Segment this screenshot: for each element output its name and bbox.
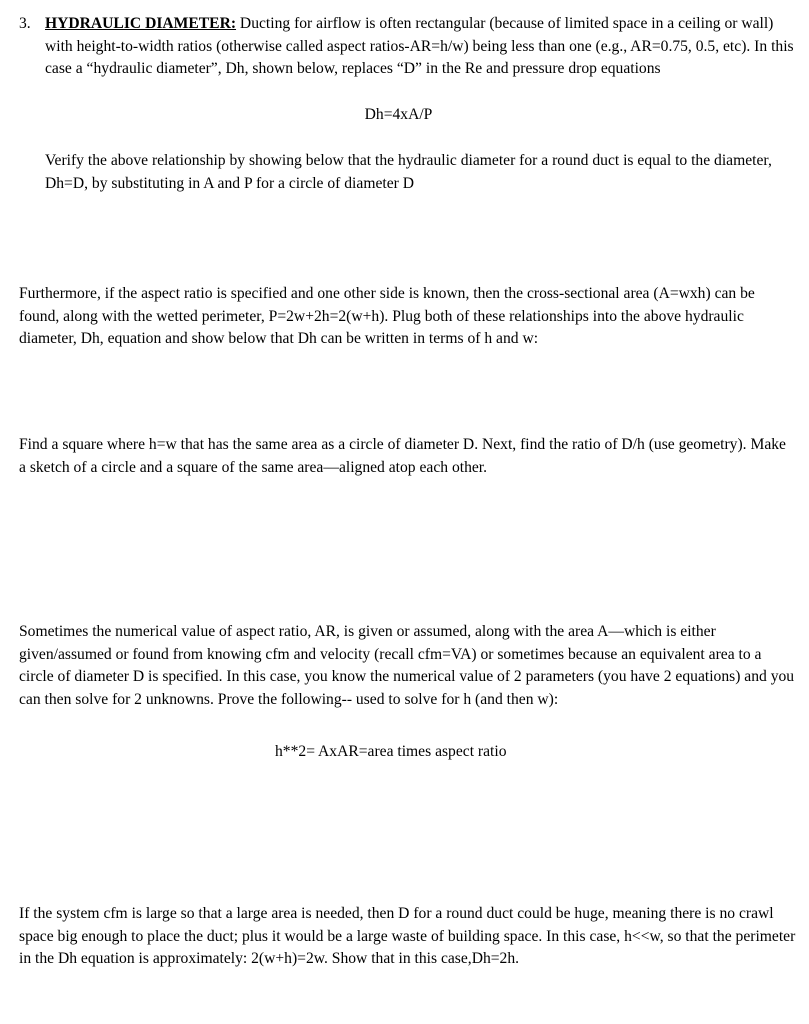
- verify-paragraph: Verify the above relationship by showing below that the hydraulic diameter for a round duct is equal to the diameter, Dh=D, by substituting in A and P for a circle of diameter D: [45, 152, 772, 192]
- furthermore-paragraph: Furthermore, if the aspect ratio is specified and one other side is known, then the cross-sectional area (A=wxh) can be found, along with the wetted perimeter, P=2w+2h=2(w+h). Plug both of these relationships into the above hydraulic diameter, Dh, equation and show below that Dh can be written in terms of h and w:: [19, 285, 755, 348]
- question-number: 3.: [19, 15, 31, 32]
- equation-h-squared: h**2= AxAR=area times aspect ratio: [275, 743, 507, 760]
- large-cfm-paragraph: If the system cfm is large so that a large area is needed, then D for a round duct could be huge, meaning there is no crawl space big enough to place the duct; plus it would be a large waste of building space. In this case, h<<w, so that the perimeter in the Dh equation is approximately: 2(w+h)=2w. Show that in this case,Dh=2h.: [19, 905, 796, 968]
- section-heading: HYDRAULIC DIAMETER:: [45, 15, 237, 32]
- equation-1-text: Dh=4xA/P: [364, 106, 433, 123]
- equation-hydraulic-diameter: [0, 104, 809, 127]
- sometimes-paragraph: Sometimes the numerical value of aspect ratio, AR, is given or assumed, along with the area A—which is either given/assumed or found from knowing cfm and velocity (recall cfm=VA) or sometimes because an equivalent area to a circle of diameter D is specified. In this case, you know the numerical value of 2 parameters (you have 2 equations) and you can then solve for 2 unknowns. Prove the following-- used to solve for h (and then w):: [19, 623, 795, 708]
- intro-paragraph: [45, 13, 795, 81]
- intro-text: Ducting for airflow is often rectangular (because of limited space in a ceiling or wall) with height-to-width ratios (otherwise called aspect ratios-AR=h/w) being less than one (e.g., AR=0.75, 0.5, etc). In this case a “hydraulic diameter”, Dh, shown below, replaces “D” in the Re and pressure drop equations: [45, 15, 794, 78]
- square-paragraph: Find a square where h=w that has the same area as a circle of diameter D. Next, find the ratio of D/h (use geometry). Make a sketch of a circle and a square of the same area—aligned atop each other.: [19, 436, 786, 476]
